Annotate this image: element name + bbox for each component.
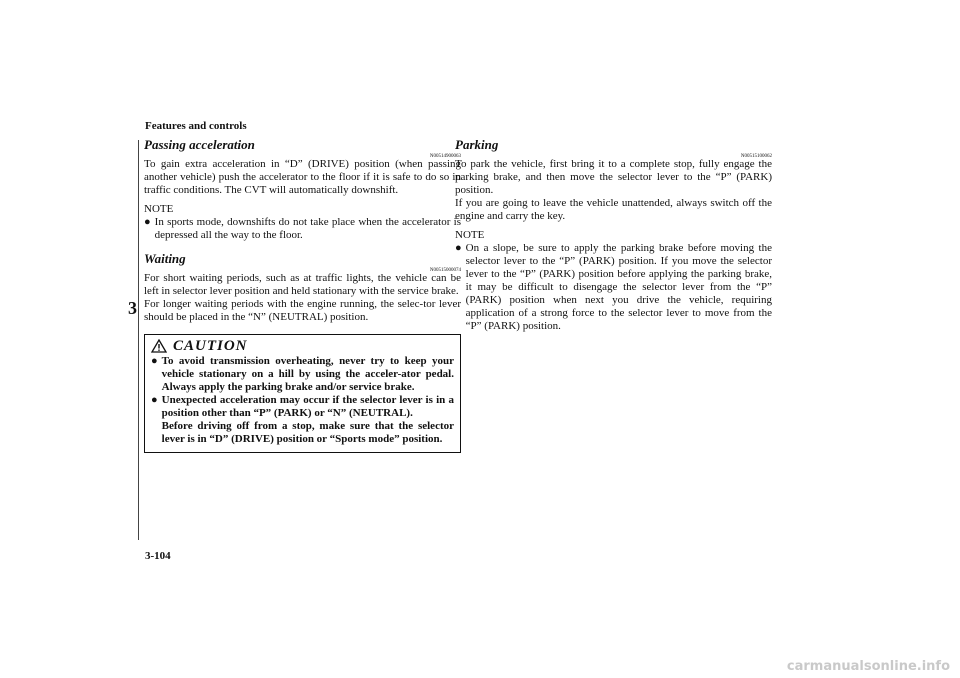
chapter-number: 3 <box>128 298 137 318</box>
paragraph: To gain extra acceleration in “D” (DRIVE) position (when passing another vehicle) push the accelerator to the floor if it is safe to do so in traffic conditions. The CVT will automatically downshift. <box>144 158 461 196</box>
warning-triangle-icon <box>151 339 167 353</box>
section-heading: Parking <box>455 137 499 152</box>
paragraph: To park the vehicle, first bring it to a complete stop, fully engage the parking brake, and then move the selector lever to the “P” (PARK) position. <box>455 158 772 196</box>
section-code: N00515100062 <box>740 154 772 159</box>
left-column <box>144 138 461 453</box>
section-code: N00514900063 <box>429 154 461 159</box>
note-item: ● In sports mode, downshifts do not take place when the accelerator is depressed all the way to the floor. <box>144 216 461 241</box>
bullet-icon: ● <box>151 355 158 367</box>
chapter-divider <box>138 140 139 540</box>
note-item: ● On a slope, be sure to apply the parking brake before moving the selector lever to the “P” (PARK) position. If you move the selector lever to the “P” (PARK) position before applying the parking brake, it may be difficult to disengage the selector lever from the “P” (PARK) position when next you drive the vehicle, requiring application of a strong force to the selector lever to move from the “P” (PARK) position. <box>455 242 772 332</box>
caution-item: ● To avoid transmission overheating, never try to keep your vehicle stationary on a hill by using the acceler-ator pedal. Always apply the parking brake and/or service brake. <box>151 355 454 393</box>
parking-section <box>455 138 772 333</box>
section-heading: Waiting <box>144 251 186 266</box>
paragraph: For short waiting periods, such as at traffic lights, the vehicle can be left in selector lever position and held stationary with the service brake. <box>144 272 461 297</box>
paragraph: For longer waiting periods with the engine running, the selec-tor lever should be placed in the “N” (NEUTRAL) position. <box>144 298 461 323</box>
caution-title: CAUTION <box>173 337 248 354</box>
note-label: NOTE <box>455 229 485 241</box>
section-heading: Passing acceleration <box>144 137 255 152</box>
right-column <box>455 138 772 343</box>
caution-box <box>144 334 461 453</box>
watermark[interactable]: carmanualsonline.info <box>786 659 950 674</box>
waiting-section <box>144 252 461 324</box>
caution-item: ● Unexpected acceleration may occur if the selector lever is in a position other than “P” (PARK) or “N” (NEUTRAL). Before driving off from a stop, make sure that the selector lever is in “D” (DRIVE) position or “Sports mode” position. <box>151 394 454 445</box>
bullet-icon: ● <box>455 242 462 254</box>
caution-extra: Before driving off from a stop, make sure that the selector lever is in “D” (DRIVE) position or “Sports mode” position. <box>161 420 454 445</box>
bullet-icon: ● <box>151 394 158 406</box>
note-label: NOTE <box>144 203 174 215</box>
paragraph: If you are going to leave the vehicle unattended, always switch off the engine and carry the key. <box>455 197 772 222</box>
section-code: N00515000074 <box>429 268 461 273</box>
header-title: Features and controls <box>145 120 247 132</box>
page-number: 3-104 <box>145 550 171 562</box>
passing-acceleration-section <box>144 138 461 242</box>
bullet-icon: ● <box>144 216 151 228</box>
